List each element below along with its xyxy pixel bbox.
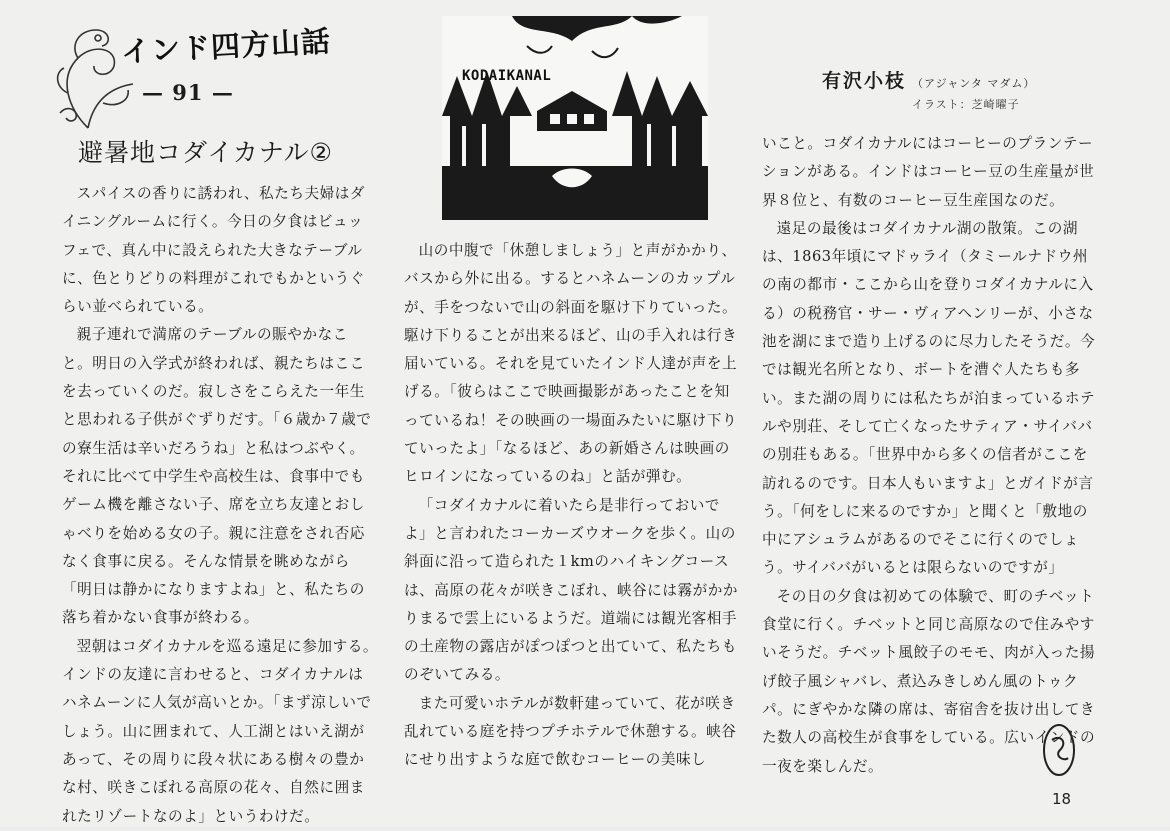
illustration	[442, 16, 708, 220]
series-number: — 91 —	[142, 80, 234, 105]
author-name: 有沢小枝 （アジャンタ マダム）	[822, 70, 1036, 92]
page-number: 18	[1052, 790, 1072, 808]
article-title: 避暑地コダイカナル②	[78, 138, 333, 167]
series-title: インド四方山話	[120, 24, 332, 69]
column-3	[762, 130, 1096, 781]
column-1	[62, 180, 378, 831]
illustration-label: KODAIKANAL	[462, 68, 552, 84]
paragraph: また可愛いホテルが数軒建っていて、花が咲き乱れている庭を持つプチホテルで休憩する。峡谷にせり出すような庭で飲むコーヒーの美味し	[404, 694, 737, 769]
illustrator-credit: イラスト：芝崎曜子	[912, 98, 1020, 111]
end-mark-icon	[1040, 722, 1078, 778]
paragraph: 親子連れで満席のテーブルの賑やかなこと。明日の入学式が終われば、親たちはここを去っていくのだ。寂しさをこらえた一年生と思われる子供がぐずりだす。「６歳か７歳での寮生活は辛いだろうね」と私はつぶやく。それに比べて中学生や高校生は、食事中でもゲーム機を離さない子、席を立ち友達とおしゃべりを始める女の子。親に注意をされ否応なく食事に戻る。そんな情景を眺めながら「明日は静かになりますよね」と、私たちの落ち着かない食事が終わる。	[62, 326, 372, 627]
paragraph: 山の中腹で「休憩しましょう」と声がかかり、バスから外に出る。するとハネムーンのカップルが、手をつないで山の斜面を駆け下りていった。駆け下りることが出来るほど、山の手入れは行き届いている。それを見ていたインド人達が声を上げる。「彼らはここで映画撮影があったことを知っているね！その映画の一場面みたいに駆け下りていったよ」「なるほど、あの新婚さんは映画のヒロインになっているのね」と話が弾む。	[404, 242, 738, 486]
paragraph: 「コダイカナルに着いたら是非行っておいでよ」と言われたコーカーズウオークを歩く。山の斜面に沿って造られた１kmのハイキングコースは、高原の花々が咲きこぼれ、峡谷には霧がかかりまるで雲上にいるようだ。道端には観光客相手の土産物の露店がぽつぽつと出ていて、私たちものぞいてみる。	[404, 496, 739, 684]
paragraph: その日の夕食は初めての体験で、町のチベット食堂に行く。チベットと同じ高原なので住みやすいそうだ。チベット風餃子のモモ、肉が入った揚げ餃子風シャバレ、煮込みきしめん風のトゥクパ。にぎやかな隣の席は、寄宿舎を抜け出してきた数人の高校生が食事をしている。広いインドの一夜を楽しんだ。	[762, 587, 1096, 775]
paragraph: 翌朝はコダイカナルを巡る遠足に参加する。インドの友達に言わせると、コダイカナルはハネムーンに人気が高いとか。「まず涼しいでしょう。山に囲まれて、人工湖とはいえ湖があって、その周りに段々状にある樹々の豊かな村、咲きこぼれる高原の花々、自然に囲まれたリゾートなのよ」というわけだ。	[62, 637, 379, 825]
column-2	[404, 237, 740, 775]
paragraph: スパイスの香りに誘われ、私たち夫婦はダイニングルームに行く。今日の夕食はビュッフェで、真ん中に設えられた大きなテーブルに、色とりどりの料理がこれでもかというぐらい並べられている。	[62, 185, 366, 316]
paragraph: いこと。コダイカナルにはコーヒーのプランテーションがある。インドはコーヒー豆の生産量が世界８位と、有数のコーヒー豆生産国なのだ。	[762, 135, 1095, 209]
forest-illustration-icon	[442, 16, 708, 220]
paragraph: 遠足の最後はコダイカナル湖の散策。この湖は、1863年頃にマドゥライ（タミールナドウ州の南の都市・ここから山を登りコダイカナルに入る）の税務官・サー・ヴィアヘンリーが、小さな池を湖にまで造り上げるのに尽力したそうだ。今では観光名所となり、ボートを漕ぐ人たちも多い。また湖の周りには私たちが泊まっているホテルや別荘、そして亡くなったサティア・サイババの別荘もある。「世界中から多くの信者がここを訪れるのです。日本人もいますよ」とガイドが言う。「何をしに来るのですか」と聞くと「敷地の中にアシュラムがあるのでそこに行くのでしょう。サイババがいるとは限らないのですが」	[762, 219, 1096, 577]
author-note: （アジャンタ マダム）	[912, 77, 1036, 90]
